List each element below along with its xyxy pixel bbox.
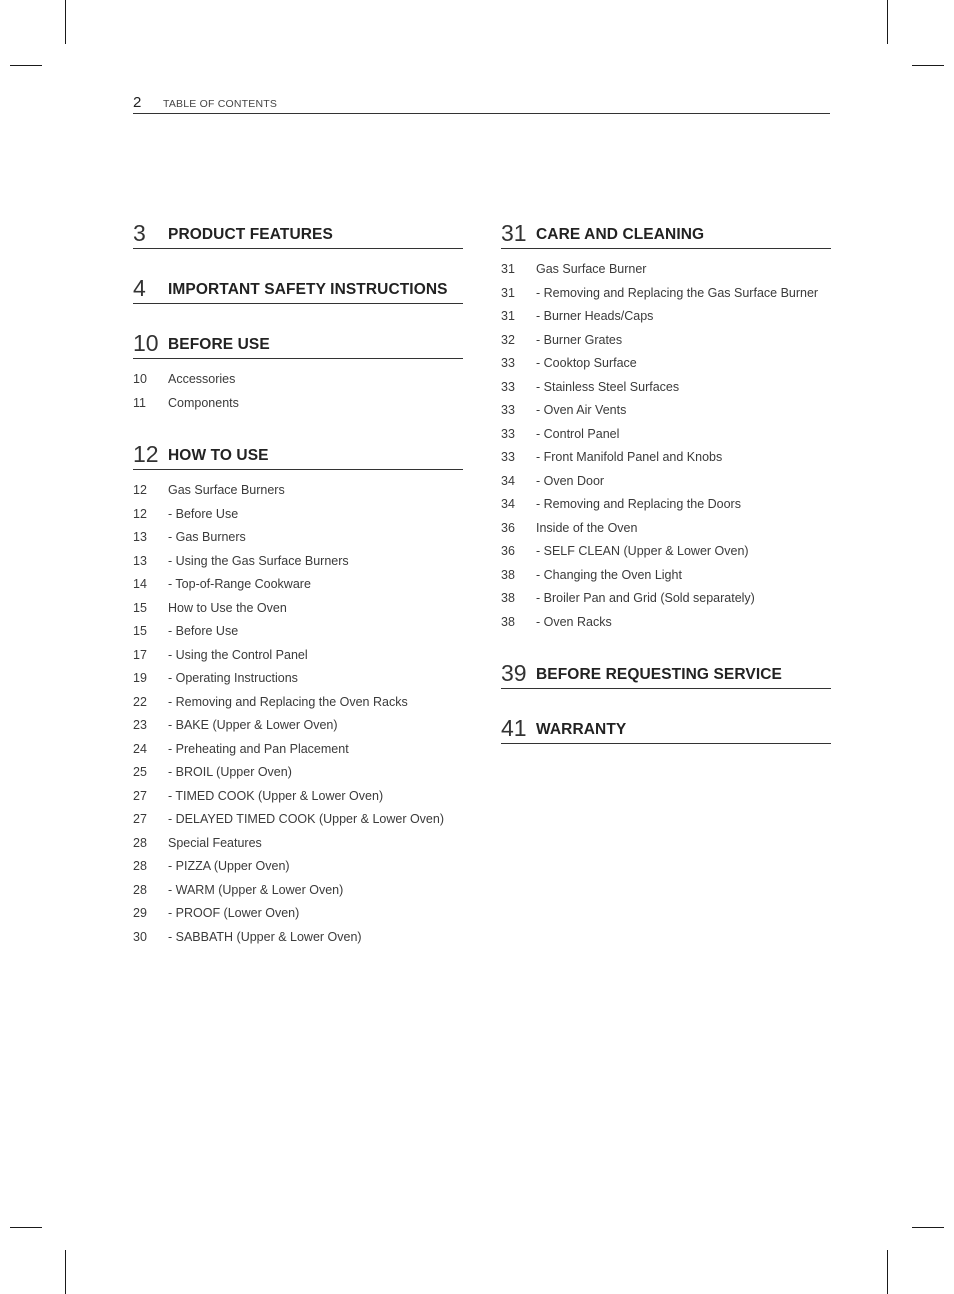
entry-page-number: 12 (133, 483, 147, 497)
entry-page-number: 15 (133, 600, 147, 615)
entry-page-number: 38 (501, 567, 515, 582)
toc-entry[interactable] (133, 620, 463, 644)
toc-entry[interactable] (501, 423, 831, 447)
toc-entry[interactable] (501, 305, 831, 329)
toc-entry[interactable] (133, 597, 463, 621)
toc-left-column (133, 218, 463, 973)
entry-list (133, 479, 463, 949)
toc-entry[interactable] (501, 470, 831, 494)
toc-entry[interactable] (501, 376, 831, 400)
toc-entry[interactable] (501, 258, 831, 282)
entry-page-number: 13 (133, 530, 147, 544)
toc-entry[interactable] (133, 644, 463, 668)
toc-entry[interactable] (501, 564, 831, 588)
entry-page-number: 33 (501, 403, 515, 417)
section-page-number: 39 (501, 660, 527, 686)
toc-section (501, 658, 831, 689)
entry-label: - Before Use (168, 624, 239, 638)
entry-page-number: 36 (501, 544, 515, 558)
toc-entry[interactable] (133, 926, 463, 950)
entry-label: - Oven Racks (536, 614, 612, 629)
toc-entry[interactable] (501, 329, 831, 353)
entry-page-number: 33 (501, 426, 515, 441)
crop-mark (887, 1250, 888, 1294)
toc-entry[interactable] (133, 832, 463, 856)
entry-page-number: 31 (501, 262, 515, 276)
entry-page-number: 34 (501, 473, 515, 488)
entry-page-number: 15 (133, 624, 147, 638)
toc-entry[interactable] (501, 517, 831, 541)
entry-page-number: 25 (133, 765, 147, 779)
entry-label: - Cooktop Surface (536, 356, 637, 370)
toc-entry[interactable] (133, 785, 463, 809)
entry-label: - DELAYED TIMED COOK (Upper & Lower Oven) (168, 812, 445, 826)
entry-page-number: 14 (133, 577, 147, 591)
header-title: TABLE OF CONTENTS (163, 98, 278, 110)
entry-page-number: 38 (501, 591, 515, 605)
entry-label: - PROOF (Lower Oven) (168, 906, 300, 920)
entry-page-number: 19 (133, 671, 147, 685)
entry-page-number: 22 (133, 694, 147, 709)
crop-mark (65, 1250, 66, 1294)
toc-entry[interactable] (133, 738, 463, 762)
toc-entry[interactable] (133, 479, 463, 503)
entry-label: - Oven Door (536, 473, 605, 488)
entry-page-number: 28 (133, 835, 147, 850)
entry-page-number: 36 (501, 520, 515, 535)
entry-label: - Burner Grates (536, 332, 623, 347)
entry-page-number: 27 (133, 788, 147, 803)
toc-entry[interactable] (133, 761, 463, 785)
entry-label: Gas Surface Burners (168, 483, 285, 497)
entry-label: - Removing and Replacing the Gas Surface Burner (536, 285, 819, 300)
entry-page-number: 23 (133, 718, 147, 732)
toc-entry[interactable] (133, 808, 463, 832)
toc-entry[interactable] (501, 399, 831, 423)
entry-label: - Removing and Replacing the Oven Racks (168, 694, 408, 709)
entry-list (501, 258, 831, 634)
entry-label: Accessories (168, 372, 236, 386)
entry-page-number: 33 (501, 379, 515, 394)
section-page-number: 12 (133, 441, 159, 467)
entry-label: - SELF CLEAN (Upper & Lower Oven) (536, 544, 749, 558)
entry-label: - Using the Control Panel (168, 647, 308, 662)
section-title: BEFORE USE (168, 336, 270, 353)
entry-page-number: 12 (133, 506, 147, 521)
entry-label: - Front Manifold Panel and Knobs (536, 450, 723, 464)
crop-mark (912, 1227, 944, 1228)
section-heading[interactable] (501, 218, 831, 249)
entry-label: - Top-of-Range Cookware (168, 577, 311, 591)
entry-label: - Oven Air Vents (536, 403, 627, 417)
section-title: BEFORE REQUESTING SERVICE (536, 666, 782, 683)
entry-page-number: 30 (133, 929, 147, 944)
entry-page-number: 31 (501, 285, 515, 300)
section-heading[interactable] (501, 713, 831, 744)
page-number: 2 (133, 94, 142, 111)
section-page-number: 10 (133, 330, 159, 356)
entry-label: - WARM (Upper & Lower Oven) (168, 882, 344, 897)
section-heading[interactable] (133, 273, 463, 304)
crop-mark (887, 0, 888, 44)
crop-mark (10, 1227, 42, 1228)
section-page-number: 31 (501, 220, 527, 246)
toc-entry[interactable] (501, 493, 831, 517)
toc-entry[interactable] (501, 587, 831, 611)
toc-entry[interactable] (133, 573, 463, 597)
entry-label: - Stainless Steel Surfaces (536, 379, 680, 394)
toc-entry[interactable] (133, 368, 463, 392)
entry-list (133, 368, 463, 415)
entry-page-number: 28 (133, 859, 147, 873)
entry-label: - Operating Instructions (168, 671, 298, 685)
toc-section (501, 218, 831, 634)
entry-label: - Using the Gas Surface Burners (168, 553, 349, 568)
entry-label: - Before Use (168, 506, 239, 521)
toc-entry[interactable] (133, 879, 463, 903)
page-header (133, 93, 830, 114)
entry-label: Components (168, 395, 239, 410)
crop-mark (10, 65, 42, 66)
entry-page-number: 34 (501, 497, 515, 511)
section-title: CARE AND CLEANING (536, 226, 705, 243)
section-title: PRODUCT FEATURES (168, 226, 333, 243)
section-heading[interactable] (501, 658, 831, 689)
entry-page-number: 27 (133, 812, 147, 826)
entry-label: Inside of the Oven (536, 520, 638, 535)
section-page-number: 4 (133, 275, 146, 301)
entry-page-number: 33 (501, 450, 515, 464)
entry-page-number: 38 (501, 614, 515, 629)
entry-label: - Gas Burners (168, 530, 246, 544)
toc-section (133, 439, 463, 949)
entry-page-number: 31 (501, 309, 515, 323)
toc-entry[interactable] (133, 503, 463, 527)
toc-entry[interactable] (133, 667, 463, 691)
toc-section (133, 218, 463, 249)
entry-label: - Removing and Replacing the Doors (536, 497, 741, 511)
toc-entry[interactable] (501, 352, 831, 376)
toc-entry[interactable] (133, 855, 463, 879)
toc-section (501, 713, 831, 744)
toc-right-column (501, 218, 831, 768)
entry-label: How to Use the Oven (168, 600, 287, 615)
toc-section (133, 273, 463, 304)
crop-mark (65, 0, 66, 44)
entry-label: Gas Surface Burner (536, 262, 647, 276)
entry-label: - BROIL (Upper Oven) (168, 765, 292, 779)
section-page-number: 41 (501, 715, 527, 741)
toc-entry[interactable] (133, 392, 463, 416)
section-heading[interactable] (133, 328, 463, 359)
toc-entry[interactable] (133, 691, 463, 715)
entry-label: - PIZZA (Upper Oven) (168, 859, 290, 873)
entry-label: - Control Panel (536, 426, 620, 441)
section-title: IMPORTANT SAFETY INSTRUCTIONS (168, 281, 448, 298)
toc-entry[interactable] (501, 446, 831, 470)
entry-label: - Burner Heads/Caps (536, 309, 654, 323)
entry-page-number: 33 (501, 356, 515, 370)
entry-label: - BAKE (Upper & Lower Oven) (168, 718, 338, 732)
entry-label: - Broiler Pan and Grid (Sold separately) (536, 591, 755, 605)
toc-entry[interactable] (501, 282, 831, 306)
crop-mark (912, 65, 944, 66)
entry-page-number: 10 (133, 372, 147, 386)
section-title: WARRANTY (536, 721, 627, 738)
toc-entry[interactable] (133, 550, 463, 574)
section-heading[interactable] (133, 439, 463, 470)
entry-page-number: 11 (133, 395, 146, 410)
entry-label: - Preheating and Pan Placement (168, 741, 349, 756)
toc-section (133, 328, 463, 415)
entry-label: - SABBATH (Upper & Lower Oven) (168, 929, 362, 944)
section-heading[interactable] (133, 218, 463, 249)
entry-page-number: 13 (133, 553, 147, 568)
entry-page-number: 24 (133, 741, 147, 756)
toc-entry[interactable] (133, 526, 463, 550)
entry-page-number: 28 (133, 882, 147, 897)
entry-label: - TIMED COOK (Upper & Lower Oven) (168, 788, 384, 803)
entry-label: - Changing the Oven Light (536, 567, 682, 582)
toc-entry[interactable] (501, 611, 831, 635)
section-page-number: 3 (133, 220, 146, 246)
entry-page-number: 17 (133, 647, 147, 662)
toc-entry[interactable] (133, 902, 463, 926)
entry-page-number: 32 (501, 332, 515, 347)
entry-page-number: 29 (133, 906, 147, 920)
toc-entry[interactable] (501, 540, 831, 564)
toc-entry[interactable] (133, 714, 463, 738)
entry-label: Special Features (168, 835, 262, 850)
section-title: HOW TO USE (168, 447, 269, 464)
